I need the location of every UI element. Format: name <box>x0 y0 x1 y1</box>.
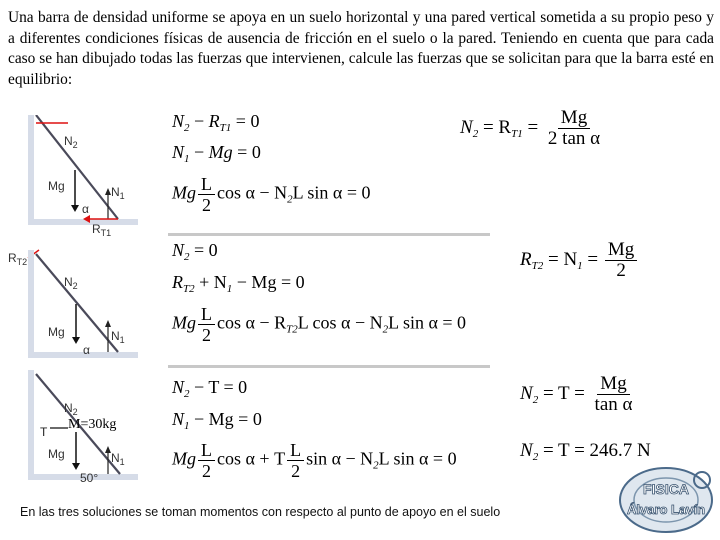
case2-eq2: $R_{T2} + N_1 - Mg = 0$ <box>172 272 305 295</box>
diagram-case-2 <box>6 242 146 367</box>
svg-text:RT1: $R_{T1}$ <box>92 222 112 238</box>
svg-text:T: T <box>40 425 48 439</box>
case1-result: $N_2 = R_{T1}$ = $\frac{Mg}{\text{2 tan α}}$ <box>460 107 601 149</box>
case3-eq1: $N_2 - T = 0$ <box>172 377 248 400</box>
svg-text:α: α <box>83 343 90 357</box>
svg-text:α: α <box>82 202 89 216</box>
author-logo <box>610 462 714 534</box>
case3-eq3: Mg $\frac{L}{2}$ cos α + T $\frac{L}{2}$ $\sin \alpha - N_2L$ sin α = 0 <box>172 440 457 481</box>
case1-eq3: Mg $\frac{L}{2}$ $\cos \alpha - N_2L$ sin α = 0 <box>172 174 371 215</box>
separator <box>168 233 490 236</box>
bar <box>36 115 118 219</box>
svg-text:Mg: Mg <box>48 325 65 339</box>
svg-text:N2: $N_2$ <box>64 275 78 291</box>
wall <box>28 115 34 225</box>
wall <box>28 250 34 358</box>
case2-eq1: $N_2 = 0$ <box>172 240 218 263</box>
svg-text:N1: $N_1$ <box>111 185 125 201</box>
case1-eq1: $N_2 - R_{T1} = 0$ <box>172 111 260 134</box>
svg-text:N1: $N_1$ <box>111 329 125 345</box>
svg-text:Mg: Mg <box>48 447 65 461</box>
floor <box>28 219 138 225</box>
svg-text:50°: 50° <box>80 471 99 485</box>
svg-text:FISICA: FISICA <box>643 481 689 497</box>
svg-text:Mg: Mg <box>48 179 65 193</box>
case3-result-2: $N_2 = T = 246.7$ N <box>520 440 651 463</box>
svg-text:RT2: $R_{T2}$ <box>8 251 28 267</box>
case3-eq2: $N_1 - Mg = 0$ <box>172 409 262 432</box>
case1-eq2: $N_1 - Mg = 0$ <box>172 142 261 165</box>
diagram-case-1 <box>28 115 148 240</box>
problem-statement: Una barra de densidad uniforme se apoya en un suelo horizontal y una pared vertical sometida a su propio peso y a diferentes condiciones físicas de ausencia de fricción en el suelo o la pared. Teniendo en cuenta que para cada caso se han dibujado todas las fuerzas que intervienen, calcule las fuerzas que se solicitan para que la barra esté en equilibrio: <box>8 9 714 88</box>
separator <box>168 365 490 368</box>
wall <box>28 370 34 480</box>
svg-text:Álvaro Lavín: Álvaro Lavín <box>626 502 706 517</box>
case2-eq3: Mg $\frac{L}{2}$ $\cos \alpha - R_{T2}L$ $\cos \alpha - N_2L$ sin α = 0 <box>172 304 467 345</box>
case2-result: $R_{T2} = N_1$ = $\frac{Mg}{2}$ <box>520 240 639 281</box>
svg-text:N1: $N_1$ <box>111 451 125 467</box>
mass-label: M=30kg <box>68 417 117 432</box>
case3-result-1: $N_2 = T$ = $\frac{Mg}{\text{tan α}}$ <box>520 373 633 415</box>
svg-text:N2: $N_2$ <box>64 134 78 150</box>
footer-note: En las tres soluciones se toman momentos con respecto al punto de apoyo en el suelo <box>20 505 501 519</box>
svg-text:N2: $N_2$ <box>64 401 78 417</box>
